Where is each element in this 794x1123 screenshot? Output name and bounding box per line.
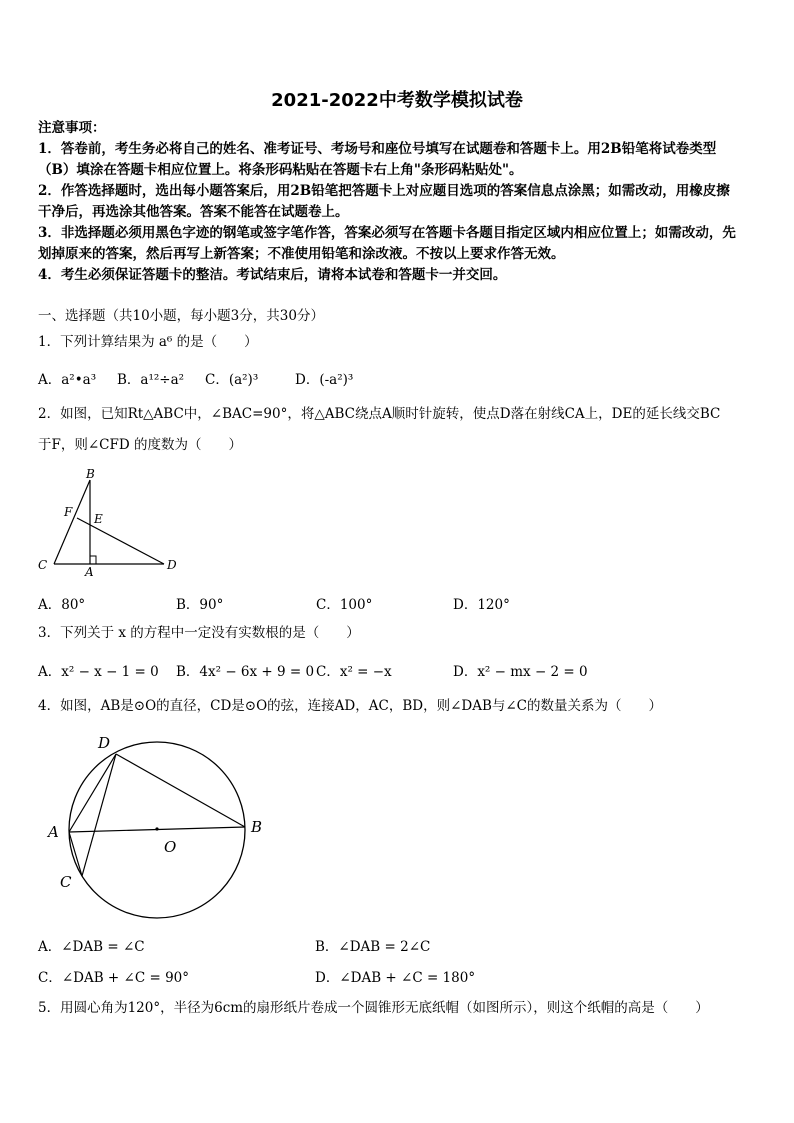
q3-stem: 3．下列关于 x 的方程中一定没有实数根的是（ ） — [38, 625, 360, 641]
notice-line-3: 2．作答选择题时，选出每小题答案后，用2B铅笔把答题卡上对应题目选项的答案信息点涂黑；如需改动，用橡皮擦 — [38, 183, 730, 199]
notice-line-4: 干净后，再选涂其他答案。答案不能答在试题卷上。 — [38, 204, 349, 220]
q2-figure — [34, 466, 184, 578]
notice-line-6: 划掉原来的答案，然后再写上新答案；不准使用铅笔和涂改液。不按以上要求作答无效。 — [38, 246, 565, 262]
q2-label-b: B — [86, 467, 95, 481]
q2-label-c: C — [38, 558, 48, 572]
q2-label-f: F — [64, 505, 73, 519]
section-heading: 一、选择题（共10小题，每小题3分，共30分） — [38, 308, 324, 324]
notice-line-2: （B）填涂在答题卡相应位置上。将条形码粘贴在答题卡右上角"条形码粘贴处"。 — [38, 162, 523, 178]
notice-line-5: 3．非选择题必须用黑色字迹的钢笔或签字笔作答，答案必须写在答题卡各题目指定区域内相应位置上；如需改动，先 — [38, 225, 736, 241]
q4-figure — [40, 728, 280, 928]
q1-stem: 1．下列计算结果为 a⁶ 的是（ ） — [38, 334, 258, 350]
q2-stem-line-2: 于F，则∠CFD 的度数为（ ） — [38, 437, 242, 453]
notice-heading: 注意事项： — [38, 120, 106, 136]
q4-option-d: D．∠DAB + ∠C = 180° — [315, 970, 476, 986]
q4-option-b: B．∠DAB = 2∠C — [315, 939, 431, 955]
q3-option-a: A．x² − x − 1 = 0 — [38, 664, 159, 680]
q2-label-a: A — [85, 565, 94, 578]
notice-line-7: 4．考生必须保证答题卡的整洁。考试结束后，请将本试卷和答题卡一并交回。 — [38, 267, 507, 283]
q4-label-a: A — [48, 823, 59, 841]
q1-option-b: B．a¹²÷a² — [117, 372, 185, 388]
q1-option-d: D．(-a²)³ — [295, 372, 354, 388]
q4-option-c: C．∠DAB + ∠C = 90° — [38, 970, 189, 986]
q4-option-a: A．∠DAB = ∠C — [38, 939, 145, 955]
q2-option-b: B．90° — [176, 597, 224, 613]
q2-label-d: D — [167, 558, 177, 572]
q2-label-e: E — [94, 512, 103, 526]
q4-label-c: C — [60, 873, 72, 891]
notice-line-1: 1．答卷前，考生务必将自己的姓名、准考证号、考场号和座位号填写在试题卷和答题卡上。用2B铅笔将试卷类型 — [38, 141, 717, 157]
q4-label-o: O — [164, 838, 177, 856]
exam-title: 2021-2022中考数学模拟试卷 — [271, 90, 523, 111]
q4-label-b: B — [251, 818, 263, 836]
q2-option-a: A．80° — [38, 597, 86, 613]
q1-option-c: C．(a²)³ — [205, 372, 259, 388]
q2-option-c: C．100° — [316, 597, 373, 613]
q4-stem: 4．如图，AB是⊙O的直径，CD是⊙O的弦，连接AD，AC，BD，则∠DAB与∠C的数量关系为（ ） — [38, 698, 663, 714]
q2-stem-line-1: 2．如图，已知Rt△ABC中，∠BAC=90°，将△ABC绕点A顺时针旋转，使点D落在射线CA上，DE的延长线交BC — [38, 406, 721, 422]
q4-label-d: D — [98, 734, 111, 752]
q1-option-a: A．a²•a³ — [38, 372, 97, 388]
q3-option-d: D．x² − mx − 2 = 0 — [453, 664, 588, 680]
q3-option-b: B．4x² − 6x + 9 = 0 — [176, 664, 315, 680]
q2-option-d: D．120° — [453, 597, 510, 613]
q5-stem: 5．用圆心角为120°，半径为6cm的扇形纸片卷成一个圆锥形无底纸帽（如图所示），则这个纸帽的高是（ ） — [38, 1000, 709, 1016]
q3-option-c: C．x² = −x — [316, 664, 392, 680]
